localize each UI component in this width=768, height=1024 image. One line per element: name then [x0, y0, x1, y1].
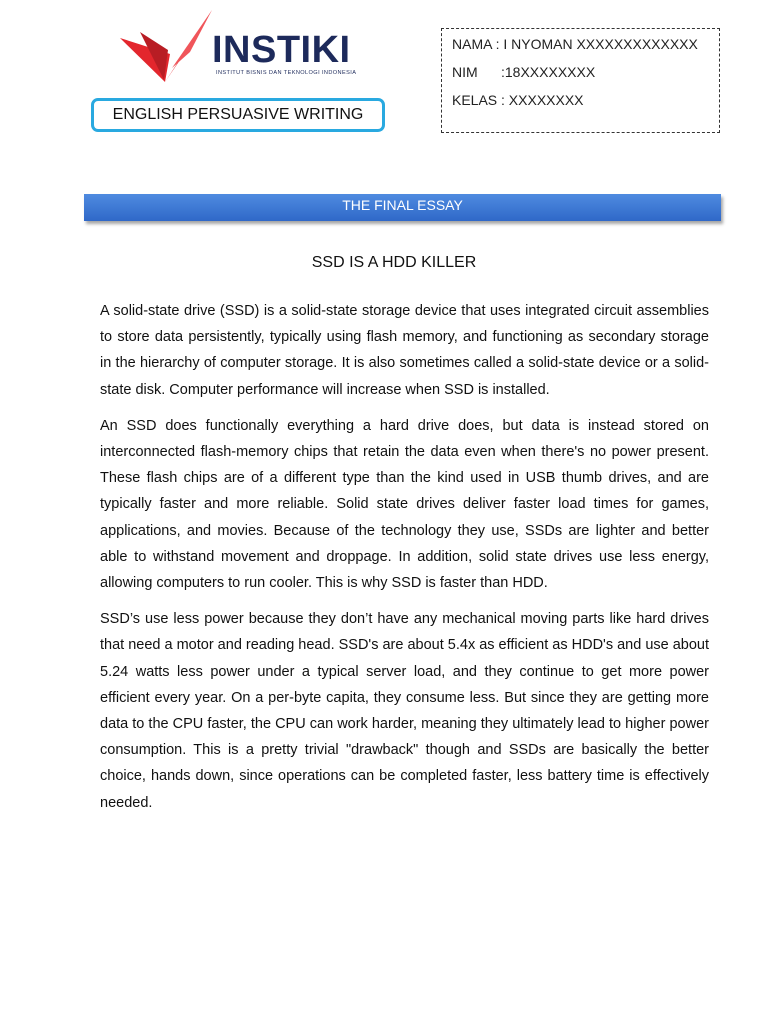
essay-paragraph: An SSD does functionally everything a hard drive does, but data is instead stored on interconnected flash-memory chips that retain the data even when there's no power present. These flash chips are of a different type than the kind used in USB thumb drives, and are typically faster and more reliable. Solid state drives deliver faster load times for games, applications, and movies. Because of the technology they use, SSDs are lighter and better able to withstand movement and droppage. In addition, solid state drives use less energy, allowing computers to run cooler. This is why SSD is faster than HDD.	[100, 417, 709, 592]
logo-tagline: INSTITUT BISNIS DAN TEKNOLOGI INDONESIA	[216, 70, 357, 76]
instiki-logo-mark-icon	[120, 10, 216, 82]
final-essay-banner: THE FINAL ESSAY	[84, 194, 721, 221]
student-identity-box	[441, 28, 720, 133]
essay-title: SSD IS A HDD KILLER	[311, 254, 477, 271]
essay-body	[100, 298, 709, 826]
essay-paragraph: SSD’s use less power because they don’t have any mechanical moving parts like hard drives that need a motor and reading head. SSD's are about 5.4x as efficient as HDD's and use about 5.24 watts less power under a typical server load, and they continue to get more power efficient every year. On a per-byte capita, they consume less. But since they are getting more data to the CPU faster, the CPU can work harder, meaning they ultimately lead to higher power consumption. This is a pretty trivial "drawback" though and SSDs are basically the better choice, hands down, since operations can be completed faster, less battery time is effectively needed.	[100, 611, 710, 811]
essay-paragraph: A solid-state drive (SSD) is a solid-state storage device that uses integrated circuit assemblies to store data persistently, typically using flash memory, and functioning as secondary storage in the hierarchy of computer storage. It is also sometimes called a solid-state device or a solid-state disk. Computer performance will increase when SSD is installed.	[100, 303, 709, 398]
course-label: ENGLISH PERSUASIVE WRITING	[91, 98, 385, 132]
student-name: NAMA : I NYOMAN XXXXXXXXXXXXX	[452, 36, 698, 52]
instiki-logo	[120, 10, 360, 86]
student-class: KELAS : XXXXXXXX	[452, 92, 584, 108]
logo-name: INSTIKI	[212, 29, 351, 71]
student-nim: NIM :18XXXXXXXX	[452, 64, 596, 80]
